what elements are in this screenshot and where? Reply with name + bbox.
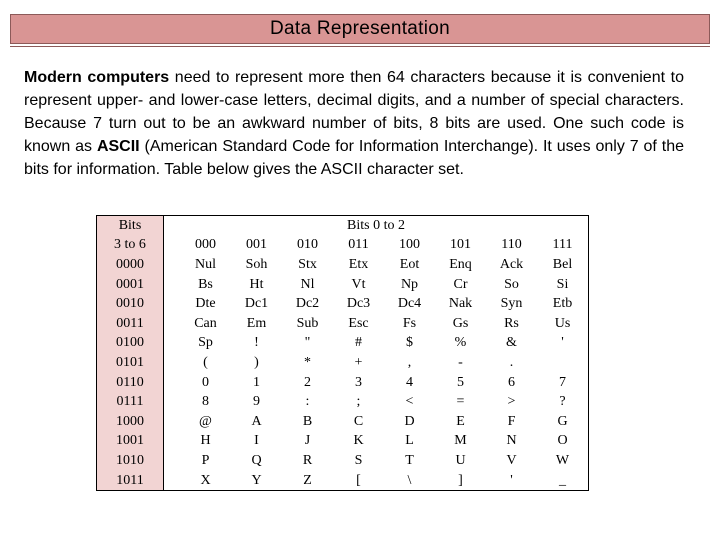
- table-cell: .: [509, 354, 514, 370]
- table-cell: Em: [246, 315, 267, 331]
- table-cell: \: [384, 471, 435, 491]
- table-cell: Sub: [296, 315, 319, 331]
- slide-title: [10, 14, 710, 44]
- column-spacer: [164, 373, 181, 393]
- table-cell: L: [405, 433, 414, 449]
- table-cell: R: [302, 452, 313, 468]
- row-label: 0001: [97, 275, 164, 295]
- table-cell: P: [201, 452, 210, 468]
- table-cell: %: [454, 335, 467, 351]
- table-cell: M: [454, 433, 467, 449]
- table-cell: ?: [537, 392, 589, 412]
- row-label: 0100: [97, 334, 164, 354]
- table-cell: @: [199, 413, 212, 429]
- table-cell: A: [251, 413, 262, 429]
- table-cell: N: [506, 433, 517, 449]
- corner-label-line-2: 3 to 6: [97, 236, 164, 256]
- column-spacer: [164, 255, 181, 275]
- table-cell: Us: [537, 314, 589, 334]
- table-cell: W: [537, 451, 589, 471]
- column-spacer: [164, 451, 181, 471]
- table-cell: :: [305, 394, 310, 410]
- row-label: 1010: [97, 451, 164, 471]
- table-cell: Dc2: [295, 296, 320, 312]
- table-cell: Etb: [537, 294, 589, 314]
- row-label: 0111: [97, 392, 164, 412]
- column-header: 101: [450, 237, 471, 253]
- table-cell: ): [254, 354, 259, 370]
- column-spacer: [164, 314, 181, 334]
- table-row: [97, 275, 589, 295]
- table-cell: T: [405, 452, 414, 468]
- table-cell: Fs: [402, 315, 417, 331]
- table-cell: 7: [537, 373, 589, 393]
- title-divider: [10, 46, 710, 47]
- table-cell: 9: [253, 394, 260, 410]
- table-row: [97, 432, 589, 452]
- table-cell: ': [486, 471, 537, 491]
- table-cell: Z: [282, 471, 333, 491]
- table-cell: K: [353, 433, 364, 449]
- row-label: 1000: [97, 412, 164, 432]
- row-label: 1001: [97, 432, 164, 452]
- row-label: 1011: [97, 471, 164, 491]
- table-cell: G: [537, 412, 589, 432]
- table-cell: Soh: [245, 256, 268, 272]
- table-cell: U: [455, 452, 466, 468]
- corner-label-line-1: Bits: [97, 216, 164, 236]
- table-cell: X: [180, 471, 231, 491]
- table-cell: Esc: [348, 315, 369, 331]
- table-row: [97, 471, 589, 491]
- table-cell: Ack: [499, 256, 524, 272]
- intro-text-2: (American Standard Code for Information Interchange). It uses only 7 of the bits for information. Table below gives the ASCII character set.: [24, 138, 685, 178]
- column-header: 001: [246, 237, 267, 253]
- table-cell: 2: [304, 374, 311, 390]
- table-cell: Nak: [448, 296, 473, 312]
- table-cell: >: [507, 394, 516, 410]
- column-spacer: [164, 334, 181, 354]
- intro-paragraph: [24, 66, 684, 181]
- table-cell: !: [254, 335, 259, 351]
- row-label: 0000: [97, 255, 164, 275]
- table-cell: O: [537, 432, 589, 452]
- column-spacer: [164, 432, 181, 452]
- table-cell: Can: [194, 315, 217, 331]
- table-cell: ,: [407, 354, 412, 370]
- table-cell: Etx: [348, 256, 369, 272]
- table-cell: *: [304, 354, 311, 370]
- row-label: 0101: [97, 353, 164, 373]
- table-cell: E: [456, 413, 465, 429]
- table-cell: Sp: [198, 335, 213, 351]
- column-header: 000: [195, 237, 216, 253]
- table-cell: Bel: [537, 255, 589, 275]
- column-spacer: [164, 412, 181, 432]
- table-cell: Dc4: [397, 296, 422, 312]
- column-spacer: [164, 353, 181, 373]
- column-header: 111: [537, 236, 589, 256]
- table-cell: (: [203, 354, 208, 370]
- table-cell: Y: [231, 471, 282, 491]
- table-cell: Dc1: [244, 296, 269, 312]
- row-label: 0010: [97, 294, 164, 314]
- table-header-row-2: [97, 236, 589, 256]
- table-cell: #: [355, 335, 362, 351]
- intro-bold-term-2: ASCII: [96, 138, 140, 155]
- table-cell: +: [354, 354, 363, 370]
- row-label: 0110: [97, 373, 164, 393]
- table-cell: Nl: [300, 276, 315, 292]
- table-cell: Syn: [500, 296, 523, 312]
- table-cell: <: [405, 394, 414, 410]
- table-row: [97, 353, 589, 373]
- table-cell: Rs: [504, 315, 519, 331]
- table-row: [97, 451, 589, 471]
- table-row: [97, 373, 589, 393]
- table-row: [97, 412, 589, 432]
- table-cell: Dte: [195, 296, 216, 312]
- table-cell: C: [353, 413, 364, 429]
- column-header: 010: [297, 237, 318, 253]
- table-cell: Enq: [449, 256, 472, 272]
- table-cell: $: [406, 335, 413, 351]
- table-row: [97, 392, 589, 412]
- ascii-table: [96, 215, 589, 491]
- table-cell: &: [506, 335, 517, 351]
- table-cell: D: [404, 413, 415, 429]
- table-cell: Si: [537, 275, 589, 295]
- table-cell: V: [506, 452, 517, 468]
- table-cell: 4: [406, 374, 413, 390]
- column-header: 110: [501, 237, 522, 253]
- table-cell: [: [333, 471, 384, 491]
- column-header: 011: [348, 237, 369, 253]
- table-cell: B: [302, 413, 313, 429]
- table-cell: -: [458, 354, 463, 370]
- column-spacer: [164, 471, 181, 491]
- table-cell: Dc3: [346, 296, 371, 312]
- intro-text-1: need to represent more then 64 characters because it is convenient to represent upper- and lower-case letters, decimal digits, and a number of special characters. Because 7 turn out to be an awkward number of bits, 8 bits are used. One such code is known as: [24, 69, 684, 155]
- table-cell: J: [304, 433, 311, 449]
- table-cell: Vt: [351, 276, 366, 292]
- table-cell: Nul: [195, 256, 216, 272]
- table-cell: Bs: [198, 276, 213, 292]
- column-spacer: [164, 236, 181, 256]
- table-cell: 3: [355, 374, 362, 390]
- table-cell: Gs: [452, 315, 469, 331]
- table-cell: Stx: [298, 256, 317, 272]
- row-label: 0011: [97, 314, 164, 334]
- column-header: 100: [399, 237, 420, 253]
- column-spacer: [164, 275, 181, 295]
- table-row: [97, 334, 589, 354]
- table-cell: ;: [356, 394, 361, 410]
- table-cell: 8: [202, 394, 209, 410]
- table-cell: Cr: [453, 276, 468, 292]
- table-header-row-1: [97, 216, 589, 236]
- table-cell: Eot: [399, 256, 420, 272]
- bits-header: Bits 0 to 2: [164, 216, 589, 236]
- table-cell: _: [537, 471, 589, 491]
- table-row: [97, 294, 589, 314]
- table-cell: Q: [251, 452, 262, 468]
- table-cell: Np: [400, 276, 419, 292]
- table-cell: 0: [202, 374, 209, 390]
- table-cell: I: [254, 433, 259, 449]
- column-spacer: [164, 392, 181, 412]
- intro-bold-term-1: Modern computers: [24, 69, 170, 86]
- table-cell: F: [507, 413, 516, 429]
- slide-title-text: Data Representation: [270, 18, 450, 39]
- table-cell: ': [537, 334, 589, 354]
- table-row: [97, 255, 589, 275]
- table-cell: 5: [457, 374, 464, 390]
- table-row: [97, 314, 589, 334]
- table-cell: ": [304, 335, 311, 351]
- table-cell: H: [200, 433, 211, 449]
- table-cell: 1: [253, 374, 260, 390]
- table-cell: ]: [435, 471, 486, 491]
- table-cell: [537, 353, 589, 373]
- table-cell: S: [354, 452, 363, 468]
- table-cell: =: [456, 394, 465, 410]
- table-cell: So: [504, 276, 519, 292]
- column-spacer: [164, 294, 181, 314]
- table-cell: 6: [508, 374, 515, 390]
- table-cell: Ht: [249, 276, 264, 292]
